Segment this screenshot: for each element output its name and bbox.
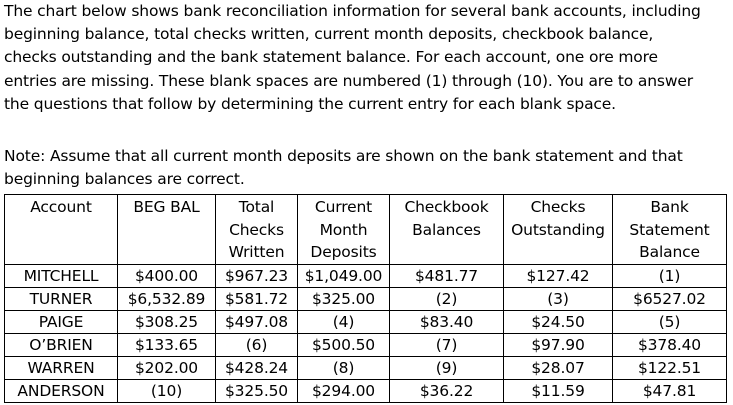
cell-current-month-deposits: $325.00 — [298, 288, 390, 311]
cell-checks-outstanding: (3) — [504, 288, 613, 311]
cell-bank-statement-balance: (1) — [613, 265, 727, 288]
cell-current-month-deposits: (4) — [298, 311, 390, 334]
cell-bank-statement-balance: $6527.02 — [613, 288, 727, 311]
column-header-current-month-deposits: Current Month Deposits — [298, 195, 390, 265]
intro-paragraph — [4, 0, 731, 116]
cell-total-checks-written: $581.72 — [216, 288, 298, 311]
column-header-beg-bal: BEG BAL — [118, 195, 216, 265]
cell-checks-outstanding: $97.90 — [504, 334, 613, 357]
cell-current-month-deposits: $294.00 — [298, 380, 390, 403]
column-header-checks-outstanding: Checks Outstanding — [504, 195, 613, 265]
intro-line: The chart below shows bank reconciliation information for several bank accounts, including — [4, 2, 701, 20]
cell-current-month-deposits: $500.50 — [298, 334, 390, 357]
cell-total-checks-written: $325.50 — [216, 380, 298, 403]
cell-checkbook-balance: (9) — [390, 357, 504, 380]
cell-checks-outstanding: $127.42 — [504, 265, 613, 288]
cell-checkbook-balance: $481.77 — [390, 265, 504, 288]
cell-checkbook-balance: $83.40 — [390, 311, 504, 334]
intro-line: the questions that follow by determining the current entry for each blank space. — [4, 94, 616, 113]
note-line: beginning balances are correct. — [4, 170, 245, 189]
reconciliation-table — [4, 194, 727, 403]
cell-total-checks-written: $967.23 — [216, 265, 298, 288]
cell-bank-statement-balance: (5) — [613, 311, 727, 334]
table-row — [5, 334, 727, 357]
table-row — [5, 311, 727, 334]
intro-line: beginning balance, total checks written, current month deposits, checkbook balance, — [4, 25, 654, 44]
cell-beg-bal: $6,532.89 — [118, 288, 216, 311]
cell-beg-bal: (10) — [118, 380, 216, 403]
column-header-account: Account — [5, 195, 118, 265]
cell-checkbook-balance: (7) — [390, 334, 504, 357]
cell-bank-statement-balance: $378.40 — [613, 334, 727, 357]
intro-line: entries are missing. These blank spaces are numbered (1) through (10). You are to answer — [4, 71, 693, 90]
cell-account: ANDERSON — [5, 380, 118, 403]
cell-account: MITCHELL — [5, 265, 118, 288]
table-row — [5, 380, 727, 403]
cell-account: WARREN — [5, 357, 118, 380]
column-header-bank-statement-balance: Bank Statement Balance — [613, 195, 727, 265]
note-paragraph — [4, 145, 731, 191]
cell-total-checks-written: $497.08 — [216, 311, 298, 334]
cell-beg-bal: $133.65 — [118, 334, 216, 357]
column-header-total-checks-written: Total Checks Written — [216, 195, 298, 265]
cell-account: PAIGE — [5, 311, 118, 334]
table-row — [5, 265, 727, 288]
cell-beg-bal: $202.00 — [118, 357, 216, 380]
cell-bank-statement-balance: $47.81 — [613, 380, 727, 403]
cell-total-checks-written: $428.24 — [216, 357, 298, 380]
intro-line: checks outstanding and the bank statement balance. For each account, one ore more — [4, 48, 658, 67]
cell-checkbook-balance: (2) — [390, 288, 504, 311]
cell-checks-outstanding: $24.50 — [504, 311, 613, 334]
cell-current-month-deposits: (8) — [298, 357, 390, 380]
cell-beg-bal: $400.00 — [118, 265, 216, 288]
cell-bank-statement-balance: $122.51 — [613, 357, 727, 380]
cell-current-month-deposits: $1,049.00 — [298, 265, 390, 288]
cell-account: O’BRIEN — [5, 334, 118, 357]
cell-checks-outstanding: $11.59 — [504, 380, 613, 403]
cell-checks-outstanding: $28.07 — [504, 357, 613, 380]
cell-checkbook-balance: $36.22 — [390, 380, 504, 403]
column-header-checkbook-balances: Checkbook Balances — [390, 195, 504, 265]
table-row — [5, 357, 727, 380]
table-row — [5, 288, 727, 311]
cell-account: TURNER — [5, 288, 118, 311]
cell-total-checks-written: (6) — [216, 334, 298, 357]
cell-beg-bal: $308.25 — [118, 311, 216, 334]
table-header-row — [5, 195, 727, 265]
note-line: Note: Assume that all current month deposits are shown on the bank statement and that — [4, 147, 683, 165]
